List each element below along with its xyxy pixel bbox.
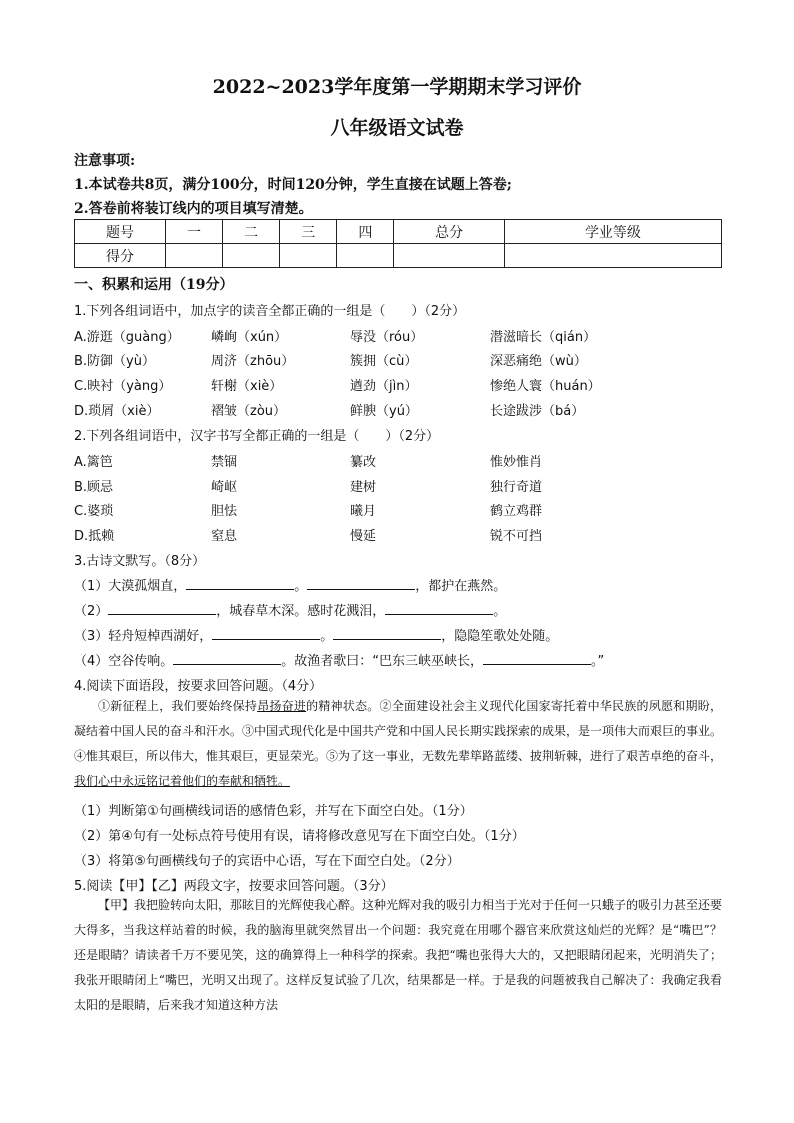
- score-cell[interactable]: [280, 244, 337, 268]
- option-word: B.顾忌: [74, 480, 114, 495]
- option-word: 鲜腴（yú）: [350, 404, 418, 419]
- score-header-cell: 学业等级: [504, 220, 721, 244]
- option-word: 独行奇道: [490, 480, 543, 495]
- score-table-header-row: [75, 220, 722, 244]
- score-table-row: [75, 244, 722, 268]
- option-word: 慢延: [350, 529, 377, 544]
- option-word: C.婆琐: [74, 504, 114, 519]
- q3-text: （1）大漠孤烟直，: [74, 579, 187, 594]
- q3-text: ，都护在燕然。: [415, 579, 507, 594]
- q3-line-2: [74, 600, 506, 619]
- passage-text: 的精神状态。②全面建设社会主义现代化国家寄托着中华民族的夙愿和期盼，凝结着中国人民的奋斗和汗水。③中国式现代化是中国共产党和中国人民长期实践探索的成果，是一项伟大而艰巨的事业。④惟其艰巨，所以伟大，惟其艰巨，更显荣光。⑤为了这一事业，无数先辈筚路蓝缕、披荆斩棘，进行了艰苦卓绝的奋斗，: [74, 699, 723, 763]
- option-word: 锐不可挡: [490, 529, 543, 544]
- score-header-cell: 二: [223, 220, 280, 244]
- score-cell[interactable]: [166, 244, 223, 268]
- score-table: [74, 219, 722, 268]
- q2-option-d: [74, 525, 714, 545]
- option-word: B.防御（yù）: [74, 354, 155, 369]
- option-word: 建树: [350, 480, 377, 495]
- option-word: 惟妙惟肖: [490, 455, 543, 470]
- option-word: 纂改: [350, 455, 377, 470]
- score-header-cell: 一: [166, 220, 223, 244]
- q2-option-c: [74, 500, 714, 520]
- option-word: 轩榭（xiè）: [211, 379, 283, 394]
- score-row-label: 得分: [75, 244, 166, 268]
- option-word: 褶皱（zòu）: [211, 404, 287, 419]
- underlined-phrase: 昂扬奋进: [257, 699, 307, 713]
- q1-option-b: [74, 350, 714, 370]
- question-1-stem: 1.下列各组词语中，加点字的读音全都正确的一组是（ ）（2分）: [74, 304, 466, 319]
- q3-line-1: [74, 575, 506, 594]
- answer-blank[interactable]: [212, 625, 320, 640]
- q3-line-4: [74, 650, 604, 669]
- q4-sub-2: （2）第④句有一处标点符号使用有误，请将修改意见写在下面空白处。（1分）: [74, 829, 525, 844]
- option-word: 鹤立鸡群: [490, 504, 543, 519]
- question-5-stem: 5.阅读【甲】【乙】两段文字，按要求回答问题。（3分）: [74, 879, 394, 894]
- option-word: 潜滋暗长（qián）: [490, 330, 597, 345]
- answer-blank[interactable]: [385, 600, 493, 615]
- option-word: 惨绝人寰（huán）: [490, 379, 601, 394]
- score-header-cell: 三: [280, 220, 337, 244]
- option-word: 崎岖: [211, 480, 238, 495]
- option-word: 胆怯: [211, 504, 238, 519]
- option-word: D.琐屑（xiè）: [74, 404, 160, 419]
- option-word: 长途跋涉（bá）: [490, 404, 585, 419]
- option-word: 簇拥（cù）: [350, 354, 418, 369]
- underlined-sentence: 我们心中永远铭记着他们的奉献和牺牲。: [74, 774, 291, 788]
- question-4-stem: 4.阅读下面语段，按要求回答问题。（4分）: [74, 679, 323, 694]
- option-word: A.游逛（guàng）: [74, 330, 180, 345]
- option-word: 遒劲（jìn）: [350, 379, 418, 394]
- score-cell[interactable]: [337, 244, 394, 268]
- option-word: A.篱笆: [74, 455, 113, 470]
- q1-option-c: [74, 375, 714, 395]
- score-cell[interactable]: [223, 244, 280, 268]
- q4-passage: [74, 694, 722, 794]
- q3-line-3: [74, 625, 558, 644]
- answer-blank[interactable]: [186, 575, 294, 590]
- q3-text: （4）空谷传响。: [74, 654, 174, 669]
- notice-item-2: 2.答卷前将装订线内的项目填写清楚。: [74, 201, 313, 217]
- q3-text: （2）: [74, 604, 109, 619]
- question-3-stem: 3.古诗文默写。（8分）: [74, 554, 206, 569]
- passage-text: ①新征程上，我们要始终保持: [98, 699, 258, 713]
- answer-blank[interactable]: [108, 600, 216, 615]
- q3-text: 。: [294, 579, 308, 594]
- q3-text: （3）轻舟短棹西湖好，: [74, 629, 213, 644]
- q3-text: 。故渔者歌曰：“巴东三峡巫峡长，: [281, 654, 484, 669]
- option-word: C.映衬（yàng）: [74, 379, 172, 394]
- option-word: 曦月: [350, 504, 377, 519]
- option-word: D.抵赖: [74, 529, 115, 544]
- q3-text: ，隐隐笙歌处处随。: [441, 629, 559, 644]
- option-word: 辱没（róu）: [350, 330, 424, 345]
- score-cell[interactable]: [504, 244, 721, 268]
- answer-blank[interactable]: [333, 625, 441, 640]
- notice-item-1: 1.本试卷共8页，满分100分，时间120分钟，学生直接在试题上答卷;: [74, 177, 512, 193]
- option-word: 嶙峋（xún）: [211, 330, 288, 345]
- q1-option-d: [74, 400, 714, 420]
- q3-text: ，城春草木深。感时花溅泪，: [216, 604, 386, 619]
- exam-title: 2022~2023学年度第一学期期末学习评价: [212, 76, 582, 98]
- option-word: 窒息: [211, 529, 238, 544]
- q1-option-a: [74, 326, 714, 346]
- question-2-stem: 2.下列各组词语中，汉字书写全都正确的一组是（ ）（2分）: [74, 429, 440, 444]
- answer-blank[interactable]: [307, 575, 415, 590]
- q2-option-a: [74, 451, 714, 471]
- option-word: 禁锢: [211, 455, 238, 470]
- score-header-cell: 总分: [394, 220, 504, 244]
- score-cell[interactable]: [394, 244, 504, 268]
- option-word: 深恶痛绝（wù）: [490, 354, 587, 369]
- q4-sub-1: （1）判断第①句画横线词语的感情色彩，并写在下面空白处。（1分）: [74, 804, 473, 819]
- answer-blank[interactable]: [173, 650, 281, 665]
- q3-text: 。: [493, 604, 507, 619]
- score-header-cell: 题号: [75, 220, 166, 244]
- q4-sub-3: （3）将第⑤句画横线句子的宾语中心语，写在下面空白处。（2分）: [74, 854, 460, 869]
- passage-text: 【甲】我把脸转向太阳，那眩目的光辉使我心醉。这种光辉对我的吸引力相当于光对于任何一只蛾子的吸引力甚至还要大得多，当我这样站着的时候，我的脑海里就突然冒出一个问题：我究竟在用哪个器官来欣赏这灿烂的光辉？是“嘴巴”？还是眼睛？请读者千万不要见笑，这的确算得上一种科学的探索。我把“嘴也张得大大的，又把眼睛闭起来，光明消失了；我张开眼睛闭上“嘴巴，光明又出现了。这样反复试验了几次，结果都是一样。于是我的问题被我自己解决了：我确定我看太阳的是眼睛，后来我才知道这种方法: [74, 898, 722, 1012]
- q3-text: 。”: [591, 654, 605, 669]
- q3-text: 。: [320, 629, 334, 644]
- notice-heading: 注意事项:: [74, 153, 136, 169]
- q2-option-b: [74, 476, 714, 496]
- exam-subtitle: 八年级语文试卷: [330, 117, 464, 139]
- option-word: 周济（zhōu）: [211, 354, 295, 369]
- section-title: 一、积累和运用（19分）: [74, 277, 234, 293]
- q5-passage: [74, 893, 722, 1033]
- answer-blank[interactable]: [483, 650, 591, 665]
- score-header-cell: 四: [337, 220, 394, 244]
